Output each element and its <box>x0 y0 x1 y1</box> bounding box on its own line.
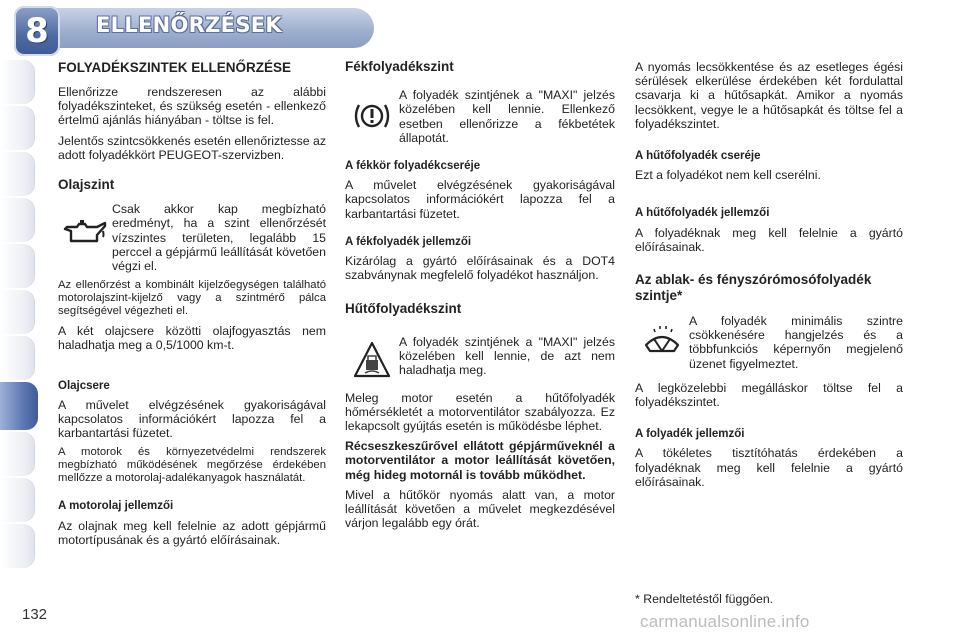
coolant-heading: Hűtőfolyadékszint <box>345 301 462 317</box>
coolant-spec-heading: A hűtőfolyadék jellemzői <box>635 207 770 220</box>
chapter-title: ELLENŐRZÉSEK <box>96 13 282 37</box>
oil-text: Csak akkor kap megbízható eredményt, ha a szint ellenőrzését vízszintes területen, legalább 15 perccel a gépjármű leállítását követően végzi el. <box>112 202 326 274</box>
side-tab[interactable] <box>0 432 34 476</box>
washer-heading: Az ablak- és fényszórómosófolyadék szintje* <box>635 272 872 304</box>
footnote: * Rendeltetéstől függően. <box>635 592 774 606</box>
oil-change-text: A művelet elvégzésének gyakoriságával kapcsolatos információkért lapozza fel a karbantartási füzetet. <box>58 397 326 441</box>
watermark-text: carmanualsonline.info <box>640 612 810 631</box>
chapter-badge <box>14 6 60 56</box>
side-tab[interactable] <box>0 152 34 196</box>
side-tab[interactable] <box>0 106 34 150</box>
oil-spec-heading: A motorolaj jellemzői <box>58 500 174 513</box>
side-tab[interactable] <box>0 524 34 568</box>
brake-spec-heading: A fékfolyadék jellemzői <box>345 235 472 248</box>
page-number: 132 <box>22 606 48 623</box>
coolant-warning-icon <box>345 335 399 385</box>
brake-icon-row <box>345 88 615 145</box>
oil-consumption-note: A két olajcsere közötti olajfogyasztás nem haladhatja meg a 0,5/1000 km-t. <box>58 324 326 353</box>
coolant-spec-text: A folyadéknak meg kell felelnie a gyártó előírásainak. <box>635 225 903 254</box>
left-column <box>58 60 326 553</box>
coolant-icon-row <box>345 335 615 385</box>
oil-spec-text: Az olajnak meg kell felelnie az adott gépjármű motortípusának és a gyártó előírásainak. <box>58 518 326 547</box>
brake-spec-text: Kizárólag a gyártó előírásainak és a DOT4 szabványnak megfelelő folyadékot használjon. <box>345 254 615 283</box>
side-tab[interactable] <box>0 60 34 104</box>
side-tab[interactable] <box>0 478 34 522</box>
right-column <box>635 60 903 495</box>
section-title: FOLYADÉKSZINTEK ELLENŐRZÉSE <box>58 60 292 75</box>
washer-text-2: A legközelebbi megálláskor töltse fel a folyadékszintet. <box>635 380 903 410</box>
side-tab[interactable] <box>0 336 34 380</box>
intro-paragraph-2: Jelentős szintcsökkenés esetén ellenőriztesse az adott folyadékkört PEUGEOT-szervizben. <box>58 133 326 162</box>
brake-warning-icon <box>345 88 399 144</box>
coolant-text-2: Meleg motor esetén a hűtőfolyadék hőmérsékletét a motorventilátor szabályozza. Ez lekapcsolt gyújtás esetén is működésbe léphet. <box>345 390 615 434</box>
intro-paragraph: Ellenőrizze rendszeresen az alábbi folyadékszinteket, és szükség esetén - ellenkező értelmű ajánlás hiányában - töltse is fel. <box>58 85 326 128</box>
coolant-change-heading: A hűtőfolyadék cseréje <box>635 150 761 163</box>
oil-icon-row <box>58 202 326 273</box>
side-tab[interactable] <box>0 198 34 242</box>
coolant-text-3: Mivel a hűtőkör nyomás alatt van, a motor leállítását követően a művelet megkezdésével várjon legalább egy órát. <box>345 487 615 531</box>
chapter-number: 8 <box>25 11 49 51</box>
oil-note: Az ellenőrzést a kombinált kijelzőegységen található motorolajszint-kijelző vagy a szintmérő pálca segítségével végezheti el. <box>58 279 326 318</box>
side-tab-active[interactable] <box>0 382 38 430</box>
coolant-change-text: Ezt a folyadékot nem kell cserélni. <box>635 168 821 183</box>
windscreen-washer-icon <box>635 314 689 364</box>
pressure-text: A nyomás lecsökkentése és az esetleges égési sérülések elkerülése érdekében két fordulattal csavarja ki a hűtősapkát. Amikor a nyomás lecsökkent, vegye le a hűtősapkát és töltse fel a folyadékszintet. <box>635 60 903 131</box>
oil-additive-note: A motorok és környezetvédelmi rendszerek megbízható működésének megőrzése érdekében mellőzze a motorolaj-adalékanyagok használatát. <box>58 446 326 485</box>
brake-heading: Fékfolyadékszint <box>345 59 454 74</box>
chapter-side-tabs <box>0 60 36 570</box>
oil-can-icon <box>58 202 112 262</box>
coolant-warning: Récseszkeszűrővel ellátott gépjárműveknél a motorventilátor a motor leállítását követően, még hideg motornál is tovább működhet. <box>345 439 615 482</box>
side-tab[interactable] <box>0 244 34 288</box>
washer-icon-row <box>635 314 903 371</box>
oil-change-heading: Olajcsere <box>58 379 110 392</box>
middle-column <box>345 60 615 536</box>
side-tab[interactable] <box>0 290 34 334</box>
brake-text: A folyadék szintjének a "MAXI" jelzés közelében kell lennie. Ellenkező esetben ellenőrizze a fékbetétek állapotát. <box>399 88 615 145</box>
brake-change-heading: A fékkör folyadékcseréje <box>345 160 481 173</box>
oil-heading: Olajszint <box>58 177 115 193</box>
washer-spec-text: A tökéletes tisztítóhatás érdekében a folyadéknak meg kell felelnie a gyártó előírásainak. <box>635 446 903 489</box>
brake-change-text: A művelet elvégzésének gyakoriságával kapcsolatos információkért lapozza fel a karbantartási füzetet. <box>345 178 615 221</box>
washer-text: A folyadék minimális szintre csökkenésére hangjelzés és a többfunkciós képernyőn megjelenő üzenet figyelmeztet. <box>689 314 903 371</box>
coolant-text: A folyadék szintjének a "MAXI" jelzés közelében kell lennie, de azt nem haladhatja meg. <box>399 334 615 378</box>
washer-spec-heading: A folyadék jellemzői <box>635 428 745 441</box>
